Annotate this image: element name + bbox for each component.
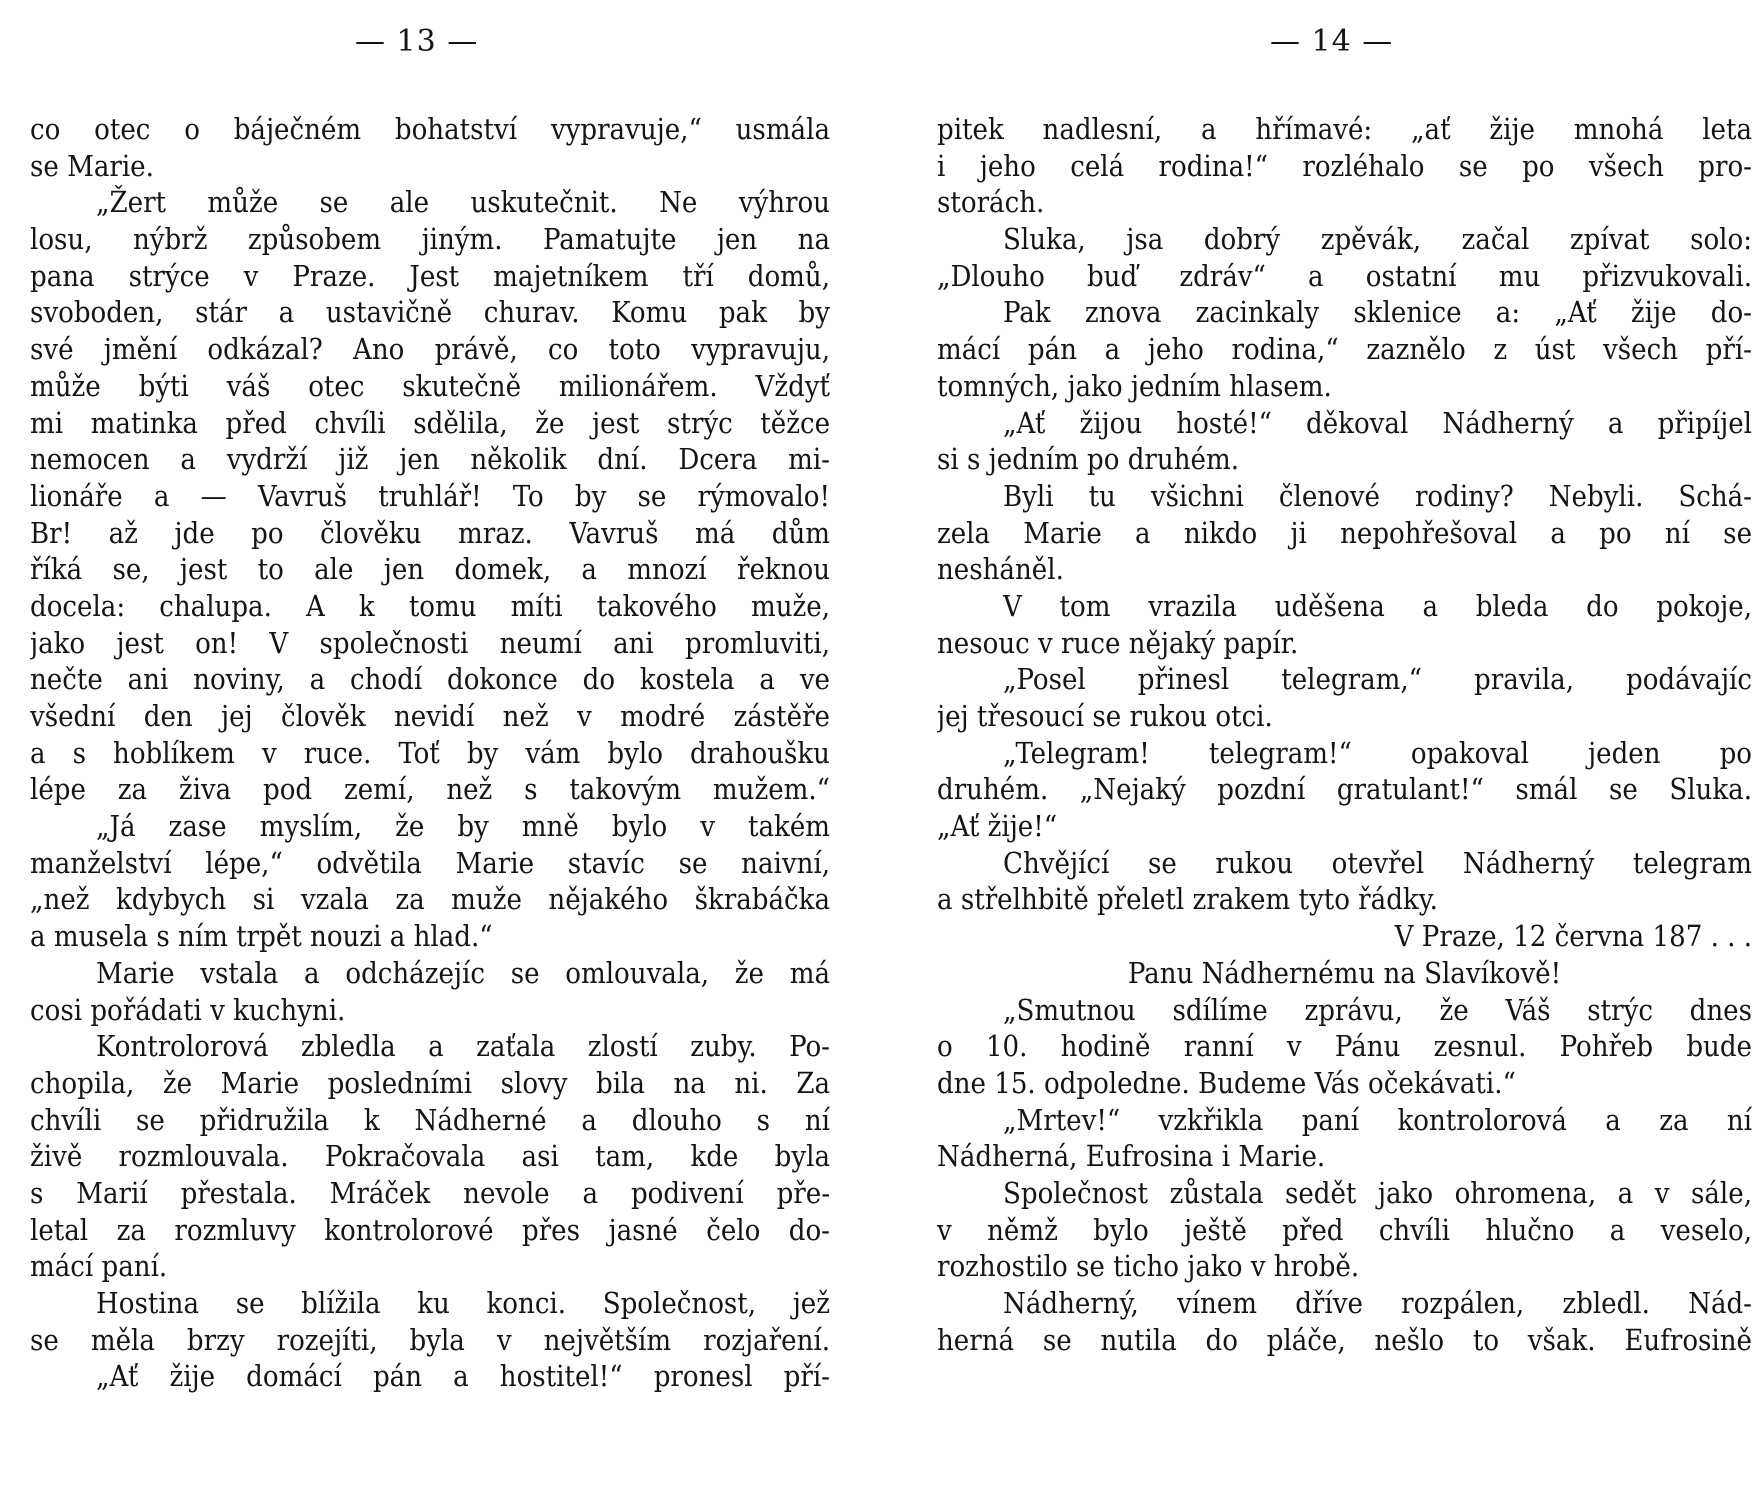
text-line: losu, nýbrž způsobem jiným. Pamatujte jen na <box>30 222 830 257</box>
text-line: cosi pořádati v kuchyni. <box>30 992 346 1027</box>
text-line: se měla brzy rozejíti, byla v největším rozjaření. <box>30 1322 830 1357</box>
letter-dateline: V Praze, 12 června 187 . . . <box>1394 919 1752 954</box>
text-column <box>937 111 1752 1358</box>
text-line: Kontrolorová zbledla a zaťala zlostí zuby. Po- <box>96 1029 830 1064</box>
text-line: mi matinka před chvíli sdělila, že jest strýc těžce <box>30 405 830 440</box>
right-page <box>860 0 1764 1500</box>
text-line: a střelhbitě přeletl zrakem tyto řádky. <box>937 882 1438 917</box>
text-line: „Já zase myslím, že by mně bylo v takém <box>96 809 830 844</box>
text-line: v němž bylo ještě před chvíli hlučno a veselo, <box>937 1212 1752 1247</box>
text-line: nemocen a vydrží již jen několik dní. Dcera mi- <box>30 442 830 477</box>
text-line: lépe za živa pod zemí, než s takovým mužem.“ <box>30 772 830 807</box>
text-line: V tom vrazila uděšena a bleda do pokoje, <box>1003 588 1752 623</box>
text-line: Společnost zůstala sedět jako ohromena, a v sále, <box>1003 1175 1752 1210</box>
text-line: Nádherná, Eufrosina i Marie. <box>937 1139 1326 1174</box>
text-line: i jeho celá rodina!“ rozléhalo se po všech pro- <box>937 148 1752 183</box>
text-column <box>30 111 830 1395</box>
text-line: Hostina se blížila ku konci. Společnost, jež <box>96 1286 830 1320</box>
text-line: s Marií přestala. Mráček nevole a podivení pře- <box>30 1175 830 1210</box>
text-line: jej třesoucí se rukou otci. <box>937 699 1273 733</box>
text-line: pana strýce v Praze. Jest majetníkem tří domů, <box>30 258 830 293</box>
text-line: herná se nutila do pláče, nešlo to však. Eufrosině <box>937 1322 1752 1357</box>
text-line: storách. <box>937 185 1045 220</box>
text-line: Marie vstala a odcházejíc se omlouvala, že má <box>96 955 830 990</box>
text-line: „Smutnou sdílíme zprávu, že Váš strýc dnes <box>1003 992 1752 1027</box>
text-line: Nádherný, vínem dříve rozpálen, zbledl. Nád- <box>1003 1286 1752 1320</box>
text-line: si s jedním po druhém. <box>937 442 1239 477</box>
text-line: jako jest on! V společnosti neumí ani promluviti, <box>30 625 830 660</box>
text-line: chvíli se přidružila k Nádherné a dlouho s ní <box>30 1102 830 1137</box>
text-line: a s hoblíkem v ruce. Toť by vám bylo drahoušku <box>30 735 830 770</box>
page-number: — 13 — <box>355 24 479 59</box>
text-line: nečte ani noviny, a chodí dokonce do kostela a ve <box>30 662 830 697</box>
text-line: o 10. hodině ranní v Pánu zesnul. Pohřeb bude <box>937 1029 1752 1064</box>
text-line: co otec o báječném bohatství vypravuje,“ usmála <box>30 112 830 146</box>
text-line: svoboden, stár a ustavičně churav. Komu pak by <box>30 295 830 330</box>
text-line: Sluka, jsa dobrý zpěvák, začal zpívat solo: <box>1003 222 1752 257</box>
text-line: „Ať žijou hosté!“ děkoval Nádherný a připíjel <box>1003 405 1752 440</box>
text-line: mácí pán a jeho rodina,“ zaznělo z úst všech pří- <box>937 332 1752 367</box>
text-line: nesouc v ruce nějaký papír. <box>937 625 1299 660</box>
text-line: „Posel přinesl telegram,“ pravila, podávajíc <box>1003 662 1752 697</box>
text-line: může býti váš otec skutečně milionářem. Vždyť <box>30 368 830 403</box>
text-line: zela Marie a nikdo ji nepohřešoval a po ní se <box>937 515 1752 550</box>
text-line: Byli tu všichni členové rodiny? Nebyli. Schá- <box>1003 478 1752 513</box>
text-line: své jmění odkázal? Ano právě, co toto vypravuju, <box>30 332 830 367</box>
text-line: tomných, jako jedním hlasem. <box>937 368 1332 403</box>
page-number: — 14 — <box>1270 24 1394 59</box>
text-line: letal za rozmluvy kontrolorové přes jasné čelo do- <box>30 1212 830 1247</box>
text-line: nesháněl. <box>937 552 1064 587</box>
text-line: chopila, že Marie posledními slovy bila na ni. Za <box>30 1065 830 1100</box>
text-line: „Žert může se ale uskutečnit. Ne výhrou <box>96 185 830 220</box>
text-line: manželství lépe,“ odvětila Marie stavíc se naivní, <box>30 845 830 880</box>
text-line: dne 15. odpoledne. Budeme Vás očekávati.“ <box>937 1065 1516 1100</box>
text-line: rozhostilo se ticho jako v hrobě. <box>937 1249 1360 1284</box>
text-line: všední den jej člověk nevidí než v modré zástěře <box>30 699 830 733</box>
text-line: Chvějící se rukou otevřel Nádherný telegram <box>1003 845 1752 880</box>
text-line: „Ať žije domácí pán a hostitel!“ pronesl pří- <box>96 1359 830 1394</box>
text-line: pitek nadlesní, a hřímavé: „ať žije mnohá leta <box>937 112 1752 146</box>
text-line: se Marie. <box>30 148 154 183</box>
text-line: „Ať žije!“ <box>937 809 1058 844</box>
text-line: Br! až jde po člověku mraz. Vavruš má dům <box>30 515 830 550</box>
text-line: lionáře a — Vavruš truhlář! To by se rýmovalo! <box>30 478 830 513</box>
text-line: a musela s ním trpět nouzi a hlad.“ <box>30 919 493 954</box>
text-line: „Dlouho buď zdráv“ a ostatní mu přizvukovali. <box>937 258 1752 293</box>
text-line: „Mrtev!“ vzkřikla paní kontrolorová a za ní <box>1003 1102 1752 1137</box>
text-line: Pak znova zacinkaly sklenice a: „Ať žije do- <box>1003 295 1752 330</box>
text-line: říká se, jest to ale jen domek, a mnozí řeknou <box>30 552 830 587</box>
text-line: docela: chalupa. A k tomu míti takového muže, <box>30 588 830 623</box>
letter-salutation: Panu Nádhernému na Slavíkově! <box>1127 955 1562 990</box>
text-line: živě rozmlouvala. Pokračovala asi tam, kde byla <box>30 1139 830 1174</box>
left-page <box>0 0 860 1500</box>
text-line: mácí paní. <box>30 1249 168 1284</box>
text-line: „než kdybych si vzala za muže nějakého škrabáčka <box>30 882 830 917</box>
text-line: druhém. „Nejaký pozdní gratulant!“ smál se Sluka. <box>937 772 1752 807</box>
text-line: „Telegram! telegram!“ opakoval jeden po <box>1003 735 1752 770</box>
